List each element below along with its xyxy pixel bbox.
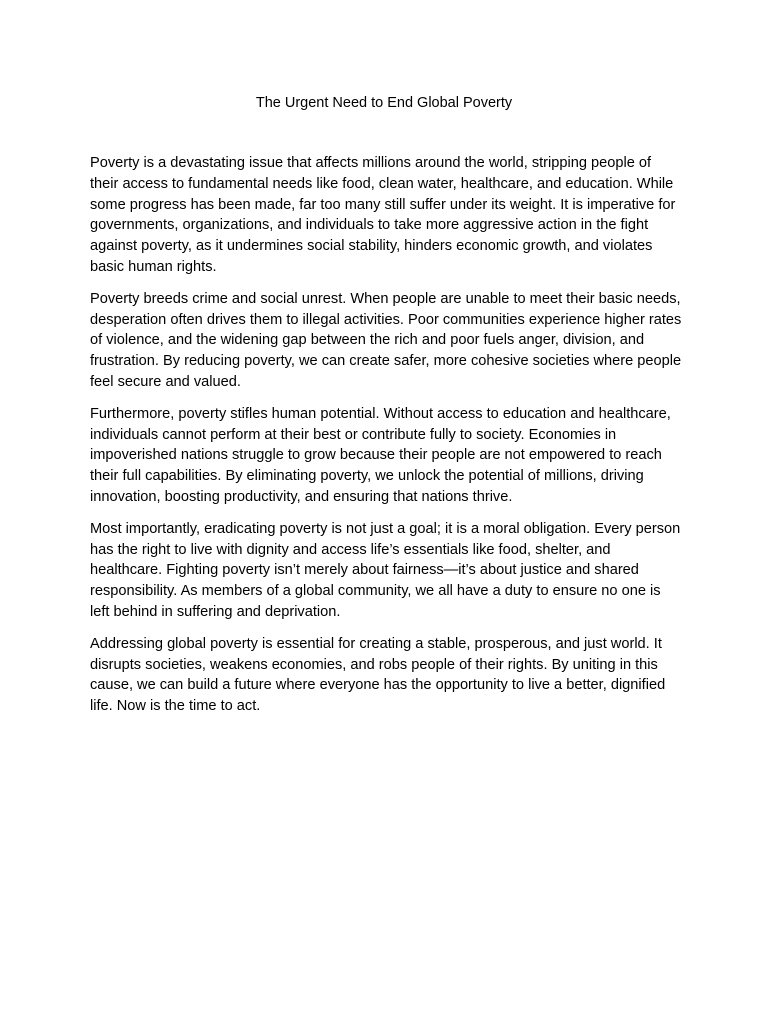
document-body [90, 153, 682, 728]
paragraph-5: Addressing global poverty is essential for creating a stable, prosperous, and just world. It disrupts societies, weakens economies, and robs people of their rights. By uniting in this cause, we can build a future where everyone has the opportunity to live a better, dignified life. Now is the time to act. [90, 635, 666, 715]
paragraph-1: Poverty is a devastating issue that affects millions around the world, stripping people of their access to fundamental needs like food, clean water, healthcare, and education. While some progress has been made, far too many still suffer under its weight. It is imperative for governments, organizations, and individuals to take more aggressive action in the fight against poverty, as it undermines social stability, hinders economic growth, and violates basic human rights. [90, 155, 676, 275]
paragraph-2: Poverty breeds crime and social unrest. When people are unable to meet their basic needs, desperation often drives them to illegal activities. Poor communities experience higher rates of violence, and the widening gap between the rich and poor fuels anger, division, and frustration. By reducing poverty, we can create safer, more cohesive societies where people feel secure and valued. [90, 290, 682, 390]
document-title: The Urgent Need to End Global Poverty [255, 95, 513, 111]
paragraph-4: Most importantly, eradicating poverty is not just a goal; it is a moral obligation. Every person has the right to live with dignity and access life’s essentials like food, shelter, and healthcare. Fighting poverty isn’t merely about fairness—it’s about justice and shared responsibility. As members of a global community, we all have a duty to ensure no one is left behind in suffering and deprivation. [90, 520, 681, 620]
paragraph-3: Furthermore, poverty stifles human potential. Without access to education and healthcare, individuals cannot perform at their best or contribute fully to society. Economies in impoverished nations struggle to grow because their people are not empowered to reach their full capabilities. By eliminating poverty, we unlock the potential of millions, driving innovation, boosting productivity, and ensuring that nations thrive. [90, 405, 671, 505]
